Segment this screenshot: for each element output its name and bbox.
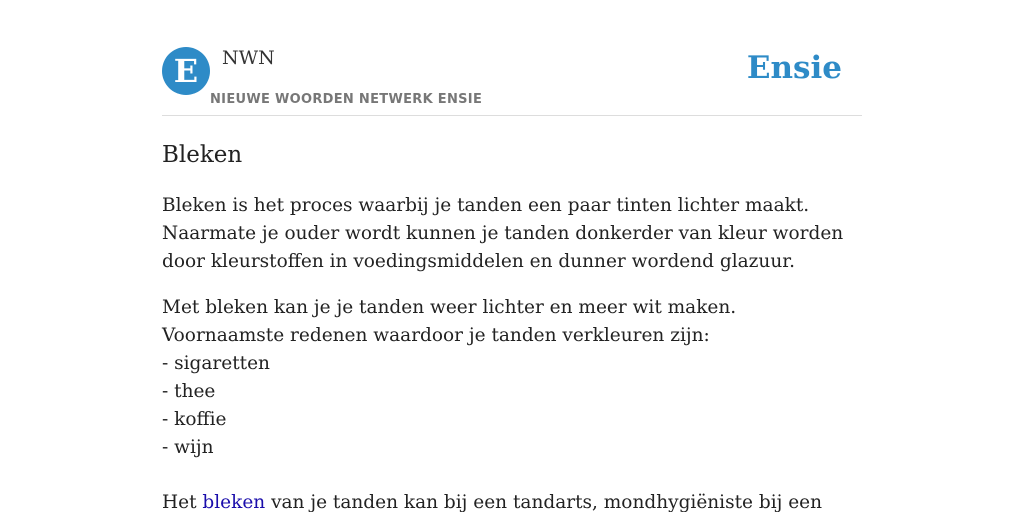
article-paragraph-2: Met bleken kan je je tanden weer lichter en meer wit maken. Voornaamste redenen waardoor je tanden verkleuren zijn:: [162, 297, 737, 346]
paragraph-3-text-before: Het: [162, 492, 203, 512]
site-name[interactable]: NIEUWE WOORDEN NETWERK ENSIE: [210, 92, 483, 107]
paragraph-3-text-after: van je tanden kan bij een tandarts, mondhygiëniste bij een: [265, 492, 823, 512]
article-title: Bleken: [162, 142, 243, 168]
list-item: - wijn: [162, 437, 214, 458]
article-paragraph-3: [162, 489, 862, 512]
main-container: [162, 0, 862, 512]
ensie-logo-icon[interactable]: E: [162, 47, 210, 95]
article-paragraph-1: Bleken is het proces waarbij je tanden een paar tinten lichter maakt. Naarmate je ouder wordt kunnen je tanden donkerder van kleur worden door kleurstoffen in voedingsmiddelen en dunner wordend glazuur.: [162, 195, 844, 272]
brand-logo[interactable]: Ensie: [746, 50, 842, 86]
site-abbreviation[interactable]: NWN: [222, 47, 275, 69]
list-item: - thee: [162, 381, 216, 402]
reasons-list: [162, 350, 862, 462]
list-item: - sigaretten: [162, 353, 270, 374]
bleken-link[interactable]: bleken: [202, 492, 266, 512]
article: [162, 140, 862, 512]
list-item: - koffie: [162, 409, 227, 430]
site-header: [162, 0, 862, 116]
